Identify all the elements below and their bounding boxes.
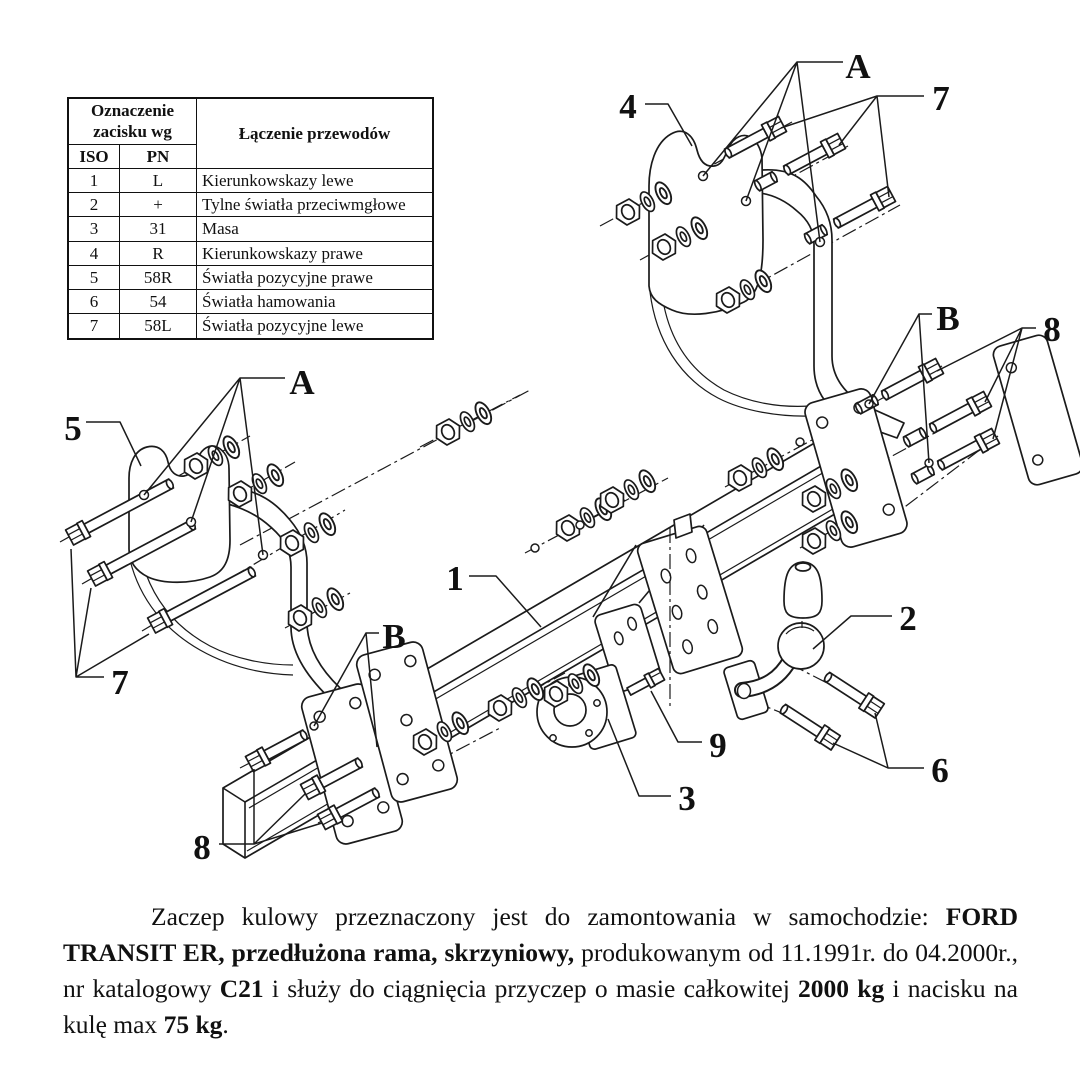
desc-segment: Zaczep kulowy przeznaczony jest do zamontowania w samochodzie: [151,901,946,931]
cell-iso: 3 [68,217,120,241]
callout-8-left: 8 [193,828,211,867]
cell-iso: 2 [68,193,120,217]
cell-desc: Światła pozycyjne lewe [197,314,434,339]
header-join: Łączenie przewodów [197,98,434,168]
desc-segment-max-mass: 2000 kg [798,973,885,1003]
callout-5: 5 [64,409,82,448]
cell-pn: 31 [120,217,197,241]
end-plate-right-outer [991,333,1080,487]
cell-iso: 6 [68,290,120,314]
header-pn: PN [120,144,197,168]
table-row [68,193,433,217]
callout-9: 9 [709,726,727,765]
table-row [68,217,433,241]
cell-pn: 58R [120,265,197,289]
callout-8-right: 8 [1043,310,1061,349]
table-row [68,314,433,339]
callout-6: 6 [931,751,949,790]
desc-segment: . [222,1009,229,1039]
desc-segment: produkowanym od 11.1991r. do 04.2000r., nr katalogowy [63,937,1018,1003]
callout-2: 2 [899,599,917,638]
cell-pn: 58L [120,314,197,339]
callout-7-left: 7 [111,663,129,702]
cell-iso: 5 [68,265,120,289]
cell-iso: 4 [68,241,120,265]
desc-segment-catalog-number: C21 [219,973,264,1003]
callout-4: 4 [619,87,637,126]
cell-desc: Kierunkowskazy lewe [197,168,434,192]
header-iso: ISO [68,144,120,168]
cell-desc: Tylne światła przeciwmgłowe [197,193,434,217]
cell-pn: R [120,241,197,265]
cell-pn: 54 [120,290,197,314]
cell-iso: 7 [68,314,120,339]
table-row [68,241,433,265]
callout-7-top: 7 [932,79,950,118]
callout-1: 1 [446,559,464,598]
cell-desc: Masa [197,217,434,241]
description-paragraph [63,899,1018,1043]
desc-segment-vehicle: FORD TRANSIT ER, przedłużona rama, skrzyniowy, [63,901,1018,967]
callout-a-top: A [845,47,871,86]
cell-desc: Światła pozycyjne prawe [197,265,434,289]
desc-segment-max-ball-load: 75 kg [163,1009,223,1039]
table-row [68,265,433,289]
cell-pn: L [120,168,197,192]
callout-3: 3 [678,779,696,818]
table-header-row [68,98,433,144]
cell-desc: Światła hamowania [197,290,434,314]
callout-b-right: B [936,299,960,338]
cell-pn: + [120,193,197,217]
desc-segment: i nacisku na kulę max [63,973,1018,1039]
desc-segment: i służy do ciągnięcia przyczep o masie całkowitej [263,973,799,1003]
callout-b-left: B [382,617,406,656]
header-group: Oznaczenie zacisku wg [68,98,197,144]
cell-desc: Kierunkowskazy prawe [197,241,434,265]
cell-iso: 1 [68,168,120,192]
callout-a-left: A [289,363,315,402]
table-row [68,290,433,314]
table-row [68,168,433,192]
wiring-table [67,97,434,340]
